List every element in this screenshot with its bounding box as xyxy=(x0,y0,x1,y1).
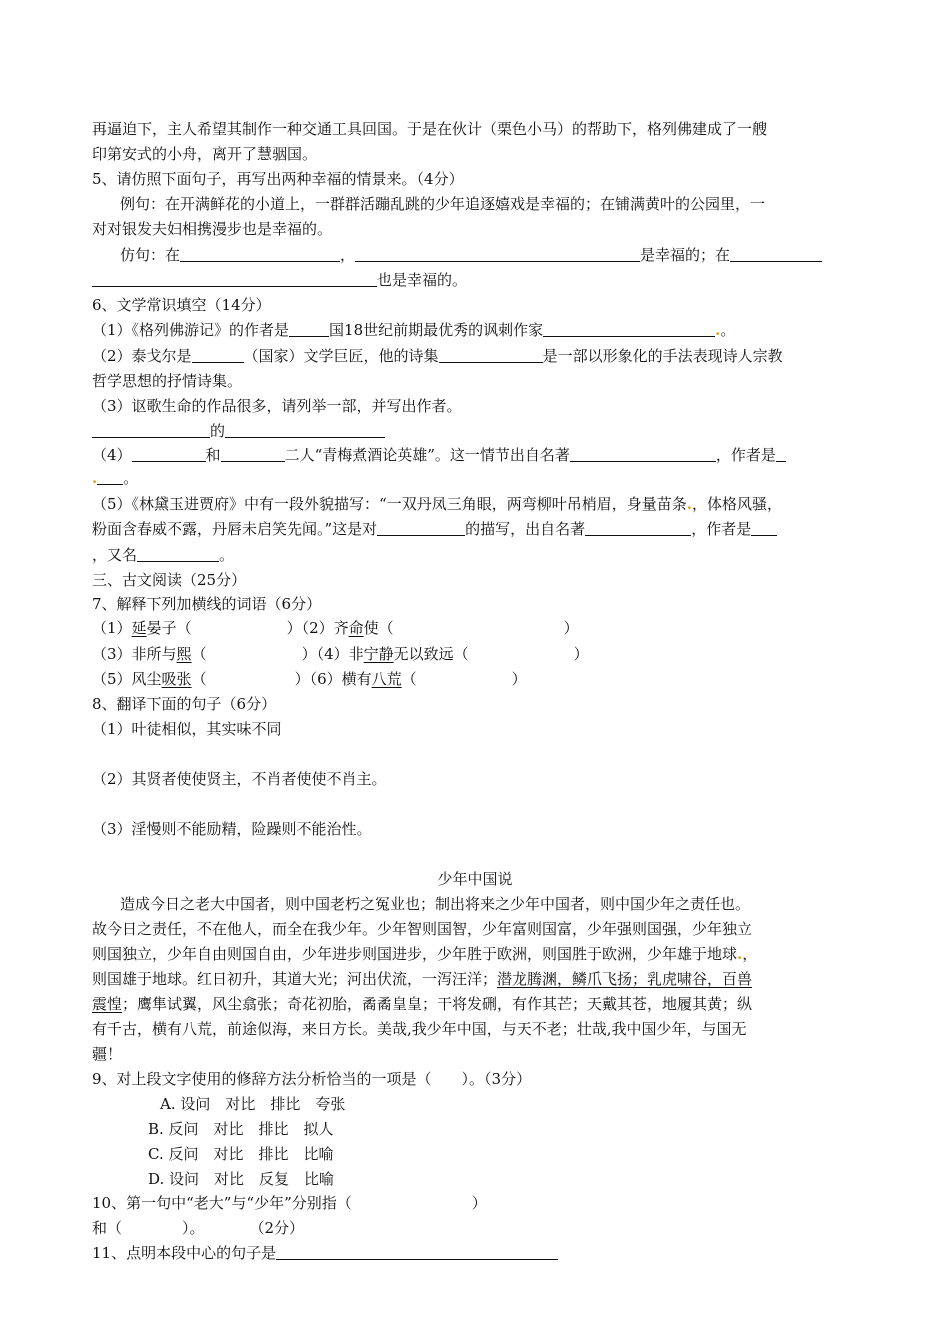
q6-title: 6、文学常识填空（14分） xyxy=(92,296,271,314)
q5-example-2: 对对银发夫妇相携漫步也是幸福的。 xyxy=(92,220,333,238)
q8-sentence-3: （3）淫慢则不能励精，险躁则不能治性。 xyxy=(92,820,372,838)
q6-blank-character[interactable] xyxy=(377,519,465,536)
q6-blank-work[interactable] xyxy=(92,421,210,438)
q7-text: 晏子（ xyxy=(146,619,192,637)
q5-label: 也是幸福的。 xyxy=(377,271,468,289)
q6-blank-author-b[interactable] xyxy=(97,468,123,485)
q6-blank-country[interactable] xyxy=(289,320,329,337)
passage-underlined-text: 潜龙腾渊，鳞爪飞扬；乳虎啸谷，百兽 xyxy=(497,970,753,988)
q11-line xyxy=(92,1242,558,1264)
q6-item-3-answer xyxy=(92,420,385,442)
passage-text: ；鹰隼试翼，风尘翕张；奇花初胎，矞矞皇皇；干将发硎，有作其芒；天戴其苍，地履其黄；纵 xyxy=(122,995,753,1013)
q6-text: 和 xyxy=(205,446,221,464)
q6-text: 二人“青梅煮酒论英雄”。这一情节出自名著 xyxy=(284,446,570,464)
q7-text: （3）非所与 xyxy=(92,645,177,663)
q7-text: （ xyxy=(191,670,207,688)
q5-blank-2[interactable] xyxy=(355,245,640,262)
q6-item-4 xyxy=(92,444,786,466)
q6-text: ，又名 xyxy=(92,546,138,564)
passage-line-5 xyxy=(92,993,752,1015)
q7-underlined-word: 吸张 xyxy=(161,670,192,688)
q6-item-5-cont-2 xyxy=(92,544,234,566)
q9-option-b[interactable]: B. 反问 对比 排比 拟人 xyxy=(148,1120,334,1138)
q7-underlined-word: 宁静 xyxy=(363,645,394,663)
q6-item-5-cont xyxy=(92,518,777,540)
q6-blank-author-a[interactable] xyxy=(776,445,786,462)
q7-num: （1） xyxy=(92,619,132,637)
passage-text: 则国独立，少年自由则国自由，少年进步则国进步，少年胜于欧洲，则国胜于欧洲，少年雄于地球 xyxy=(92,945,738,963)
q8-sentence-2: （2）其贤者使使贤主，不肖者使使不肖主。 xyxy=(92,770,387,788)
q7-underlined-word: 熙 xyxy=(176,645,192,663)
q6-blank-nation[interactable] xyxy=(192,346,244,363)
q10-line-1: 10、第一句中“老大”与“少年”分别指（ ） xyxy=(92,1194,487,1212)
q10-line-2: 和（ ）。 （2分） xyxy=(92,1219,305,1237)
q7-row-3 xyxy=(92,668,527,690)
q6-text: 。 xyxy=(219,546,235,564)
q6-item-2-cont: 哲学思想的抒情诗集。 xyxy=(92,372,243,390)
passage-line-3 xyxy=(92,943,757,965)
intro-line-1 xyxy=(92,118,767,140)
q6-text: （4） xyxy=(92,446,132,464)
q6-blank-novel[interactable] xyxy=(585,519,691,536)
q6-text: （国家）文学巨匠，他的诗集 xyxy=(243,347,439,365)
q7-text: ） xyxy=(573,645,589,663)
q6-text: 粉面含春威不露，丹唇未启笑先闻。”这是对 xyxy=(92,520,378,538)
q7-text: ）（4）非 xyxy=(301,645,364,663)
q6-blank-writer[interactable] xyxy=(225,421,385,438)
q5-label: 是幸福的；在 xyxy=(640,246,731,264)
q7-underlined-word: 延 xyxy=(131,619,147,637)
passage-line-4 xyxy=(92,968,752,990)
q6-text: 国18世纪前期最优秀的讽刺作家 xyxy=(329,321,544,339)
q11-blank[interactable] xyxy=(276,1243,558,1260)
q7-text: ） xyxy=(511,670,527,688)
q6-blank-alias[interactable] xyxy=(137,545,219,562)
q6-text: 的描写，出自名著 xyxy=(465,520,586,538)
q5-comma: ， xyxy=(340,246,356,264)
q5-blank-3[interactable] xyxy=(730,245,822,262)
q6-text: （2）泰戈尔是 xyxy=(92,347,192,365)
passage-text: ， xyxy=(742,945,758,963)
q5-blank-1[interactable] xyxy=(180,245,340,262)
q9-option-a[interactable]: A. 设问 对比 排比 夸张 xyxy=(160,1095,346,1113)
q5-label: 仿句：在 xyxy=(120,246,181,264)
intro-text: 再逼迫下，主人希望其制作一种交通工具回国。于是在伙计（栗色小马）的帮助下，格列佛建成了一艘 xyxy=(92,120,768,138)
passage-line-2: 故今日之责任，不在他人，而全在我少年。少年智则国智，少年富则国富，少年强则国强，少年独立 xyxy=(92,920,753,938)
q6-text: 是一部以形象化的手法表现诗人宗教 xyxy=(542,347,783,365)
q7-text: （5）风尘 xyxy=(92,670,162,688)
q6-text: 。 xyxy=(123,469,139,487)
q6-text: ，体格风骚， xyxy=(691,495,782,513)
q6-text: （5）《林黛玉进贾府》中有一段外貌描写：“一双丹凤三角眼，两弯柳叶吊梢眉，身量苗条 xyxy=(92,495,687,513)
q7-row-2 xyxy=(92,643,589,665)
q7-text: 使（ xyxy=(363,619,394,637)
q7-underlined-word: 八荒 xyxy=(371,670,402,688)
q9-option-d[interactable]: D. 设问 对比 反复 比喻 xyxy=(148,1170,335,1188)
mark-dot: . xyxy=(686,495,692,513)
q5-blank-4[interactable] xyxy=(92,270,377,287)
q8-title: 8、翻译下面的句子（6分） xyxy=(92,695,277,713)
q6-text: （1）《格列佛游记》的作者是 xyxy=(92,321,290,339)
q7-text: 无以致远（ xyxy=(393,645,469,663)
mark-dot: . xyxy=(92,469,98,487)
q7-text: ） xyxy=(563,619,579,637)
q7-text: （ xyxy=(401,670,417,688)
q6-item-5 xyxy=(92,493,782,515)
q6-blank-novelist[interactable] xyxy=(751,519,777,536)
passage-line-7: 疆！ xyxy=(92,1045,123,1063)
q8-sentence-1: （1）叶徒相似，其实味不同 xyxy=(92,720,282,738)
q5-imitation-line-2 xyxy=(92,269,467,291)
mark-dot: . xyxy=(715,321,721,339)
intro-text: 印第安式的小舟，离开了慧骃国。 xyxy=(92,145,318,163)
passage-title: 少年中国说 xyxy=(437,870,513,888)
q7-text: ）（2）齐 xyxy=(286,619,349,637)
q6-blank-author[interactable] xyxy=(543,320,715,337)
q11-text: 11、点明本段中心的句子是 xyxy=(92,1244,277,1262)
passage-line-1: 造成今日之老大中国者，则中国老朽之冤业也；制出将来之少年中国者，则中国少年之责任也。 xyxy=(120,895,751,913)
q6-blank-person-2[interactable] xyxy=(221,445,285,462)
q6-text: ，作者是 xyxy=(715,446,776,464)
q7-underlined-word: 命 xyxy=(348,619,364,637)
q7-text: ）（6）横有 xyxy=(294,670,372,688)
q6-text: 的 xyxy=(210,422,226,440)
q6-text: ，作者是 xyxy=(691,520,752,538)
q9-option-c[interactable]: C. 反问 对比 排比 比喻 xyxy=(148,1145,334,1163)
q7-text: （ xyxy=(191,645,207,663)
intro-line-2 xyxy=(92,143,317,165)
q6-text: 。 xyxy=(720,321,736,339)
q9-title: 9、对上段文字使用的修辞方法分析恰当的一项是（ ）。（3分） xyxy=(92,1070,532,1088)
mark-dot: . xyxy=(737,945,743,963)
q7-title: 7、解释下列加横线的词语（6分） xyxy=(92,595,322,613)
q6-blank-person-1[interactable] xyxy=(132,445,206,462)
section-3-title: 三、古文阅读（25分） xyxy=(92,571,247,589)
q6-blank-poems[interactable] xyxy=(439,346,543,363)
q7-row-1 xyxy=(92,617,579,639)
q5-imitation-line-1 xyxy=(120,244,822,266)
passage-underlined-text: 震惶 xyxy=(92,995,123,1013)
q6-item-2 xyxy=(92,345,783,367)
q6-item-4-cont xyxy=(92,467,138,489)
q6-blank-book[interactable] xyxy=(570,445,716,462)
q6-item-3: （3）讴歌生命的作品很多，请列举一部，并写出作者。 xyxy=(92,397,462,415)
q5-example-1: 例句：在开满鲜花的小道上，一群群活蹦乱跳的少年追逐嬉戏是幸福的；在铺满黄叶的公园里，一 xyxy=(120,195,766,213)
passage-line-6: 有千古，横有八荒，前途似海，来日方长。美哉,我少年中国，与天不老；壮哉,我中国少年，与国无 xyxy=(92,1020,747,1038)
passage-text: 则国雄于地球。红日初升，其道大光；河出伏流，一泻汪洋； xyxy=(92,970,498,988)
q5-title: 5、请仿照下面句子，再写出两种幸福的情景来。（4分） xyxy=(92,170,464,188)
q6-item-1 xyxy=(92,319,735,341)
